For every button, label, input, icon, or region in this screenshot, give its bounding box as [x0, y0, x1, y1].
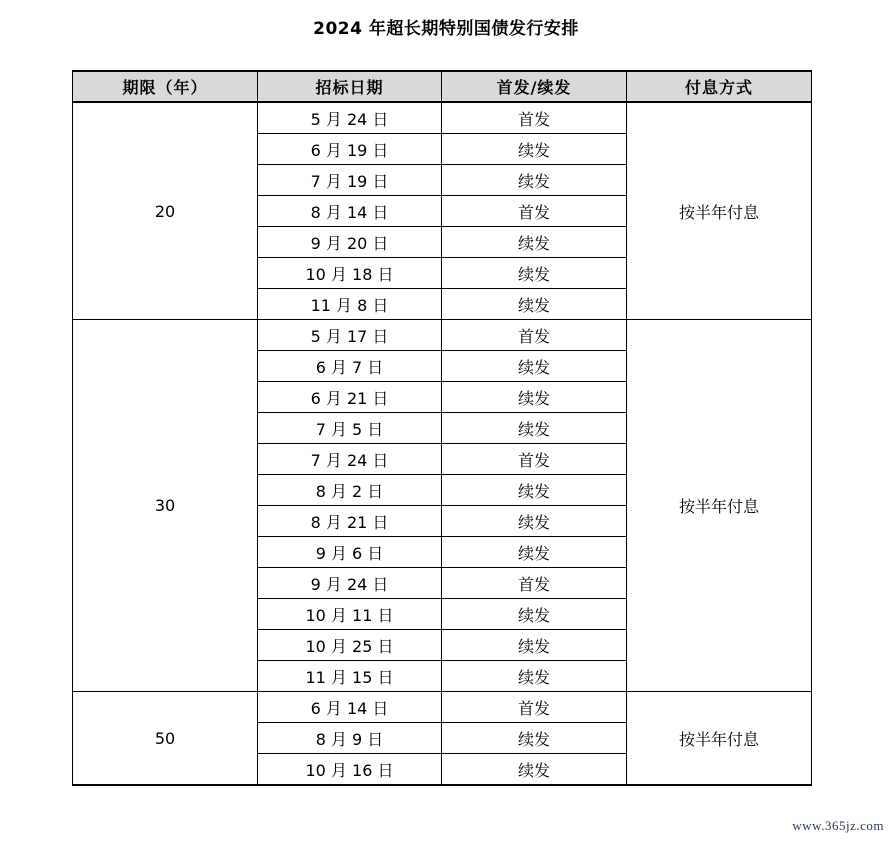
auction-date-cell: 10 月 16 日	[258, 754, 442, 786]
auction-date-cell: 9 月 6 日	[258, 537, 442, 568]
issue-type-cell: 续发	[442, 754, 627, 786]
auction-date-cell: 9 月 20 日	[258, 227, 442, 258]
auction-date-cell: 11 月 15 日	[258, 661, 442, 692]
issue-type-cell: 首发	[442, 320, 627, 351]
issue-type-cell: 续发	[442, 258, 627, 289]
payment-method-cell: 按半年付息	[627, 692, 812, 786]
auction-date-cell: 8 月 21 日	[258, 506, 442, 537]
page-title: 2024 年超长期特别国债发行安排	[313, 19, 579, 39]
auction-date-cell: 10 月 18 日	[258, 258, 442, 289]
issue-type-cell: 续发	[442, 165, 627, 196]
issue-type-cell: 续发	[442, 227, 627, 258]
table-header-row	[73, 71, 812, 102]
auction-date-cell: 8 月 2 日	[258, 475, 442, 506]
issue-type-cell: 续发	[442, 351, 627, 382]
issue-type-cell: 续发	[442, 599, 627, 630]
header-auction-date: 招标日期	[258, 71, 442, 102]
term-cell: 30	[73, 320, 258, 692]
issue-type-cell: 续发	[442, 134, 627, 165]
issue-type-cell: 续发	[442, 537, 627, 568]
auction-date-cell: 6 月 19 日	[258, 134, 442, 165]
auction-date-cell: 6 月 14 日	[258, 692, 442, 723]
issue-type-cell: 续发	[442, 723, 627, 754]
issue-type-cell: 续发	[442, 289, 627, 320]
issue-type-cell: 首发	[442, 196, 627, 227]
auction-date-cell: 6 月 21 日	[258, 382, 442, 413]
auction-date-cell: 9 月 24 日	[258, 568, 442, 599]
issue-type-cell: 续发	[442, 506, 627, 537]
auction-date-cell: 5 月 24 日	[258, 102, 442, 134]
payment-method-cell: 按半年付息	[627, 102, 812, 320]
term-cell: 50	[73, 692, 258, 786]
auction-date-cell: 5 月 17 日	[258, 320, 442, 351]
auction-date-cell: 10 月 25 日	[258, 630, 442, 661]
header-term: 期限（年）	[73, 71, 258, 102]
auction-date-cell: 7 月 24 日	[258, 444, 442, 475]
header-issue-type: 首发/续发	[442, 71, 627, 102]
issue-type-cell: 首发	[442, 444, 627, 475]
issue-type-cell: 续发	[442, 630, 627, 661]
table-body	[73, 102, 812, 785]
auction-date-cell: 7 月 19 日	[258, 165, 442, 196]
auction-date-cell: 10 月 11 日	[258, 599, 442, 630]
table-row	[73, 102, 812, 134]
auction-date-cell: 11 月 8 日	[258, 289, 442, 320]
auction-date-cell: 6 月 7 日	[258, 351, 442, 382]
issue-type-cell: 续发	[442, 382, 627, 413]
auction-date-cell: 7 月 5 日	[258, 413, 442, 444]
watermark: www.365jz.com	[792, 818, 884, 833]
header-payment-method: 付息方式	[627, 71, 812, 102]
issue-type-cell: 首发	[442, 568, 627, 599]
auction-date-cell: 8 月 14 日	[258, 196, 442, 227]
payment-method-cell: 按半年付息	[627, 320, 812, 692]
issue-type-cell: 首发	[442, 102, 627, 134]
table-row	[73, 692, 812, 723]
auction-date-cell: 8 月 9 日	[258, 723, 442, 754]
table-row	[73, 320, 812, 351]
issue-type-cell: 首发	[442, 692, 627, 723]
issue-type-cell: 续发	[442, 661, 627, 692]
issue-type-cell: 续发	[442, 475, 627, 506]
issue-type-cell: 续发	[442, 413, 627, 444]
bond-issuance-table	[72, 70, 812, 786]
term-cell: 20	[73, 102, 258, 320]
